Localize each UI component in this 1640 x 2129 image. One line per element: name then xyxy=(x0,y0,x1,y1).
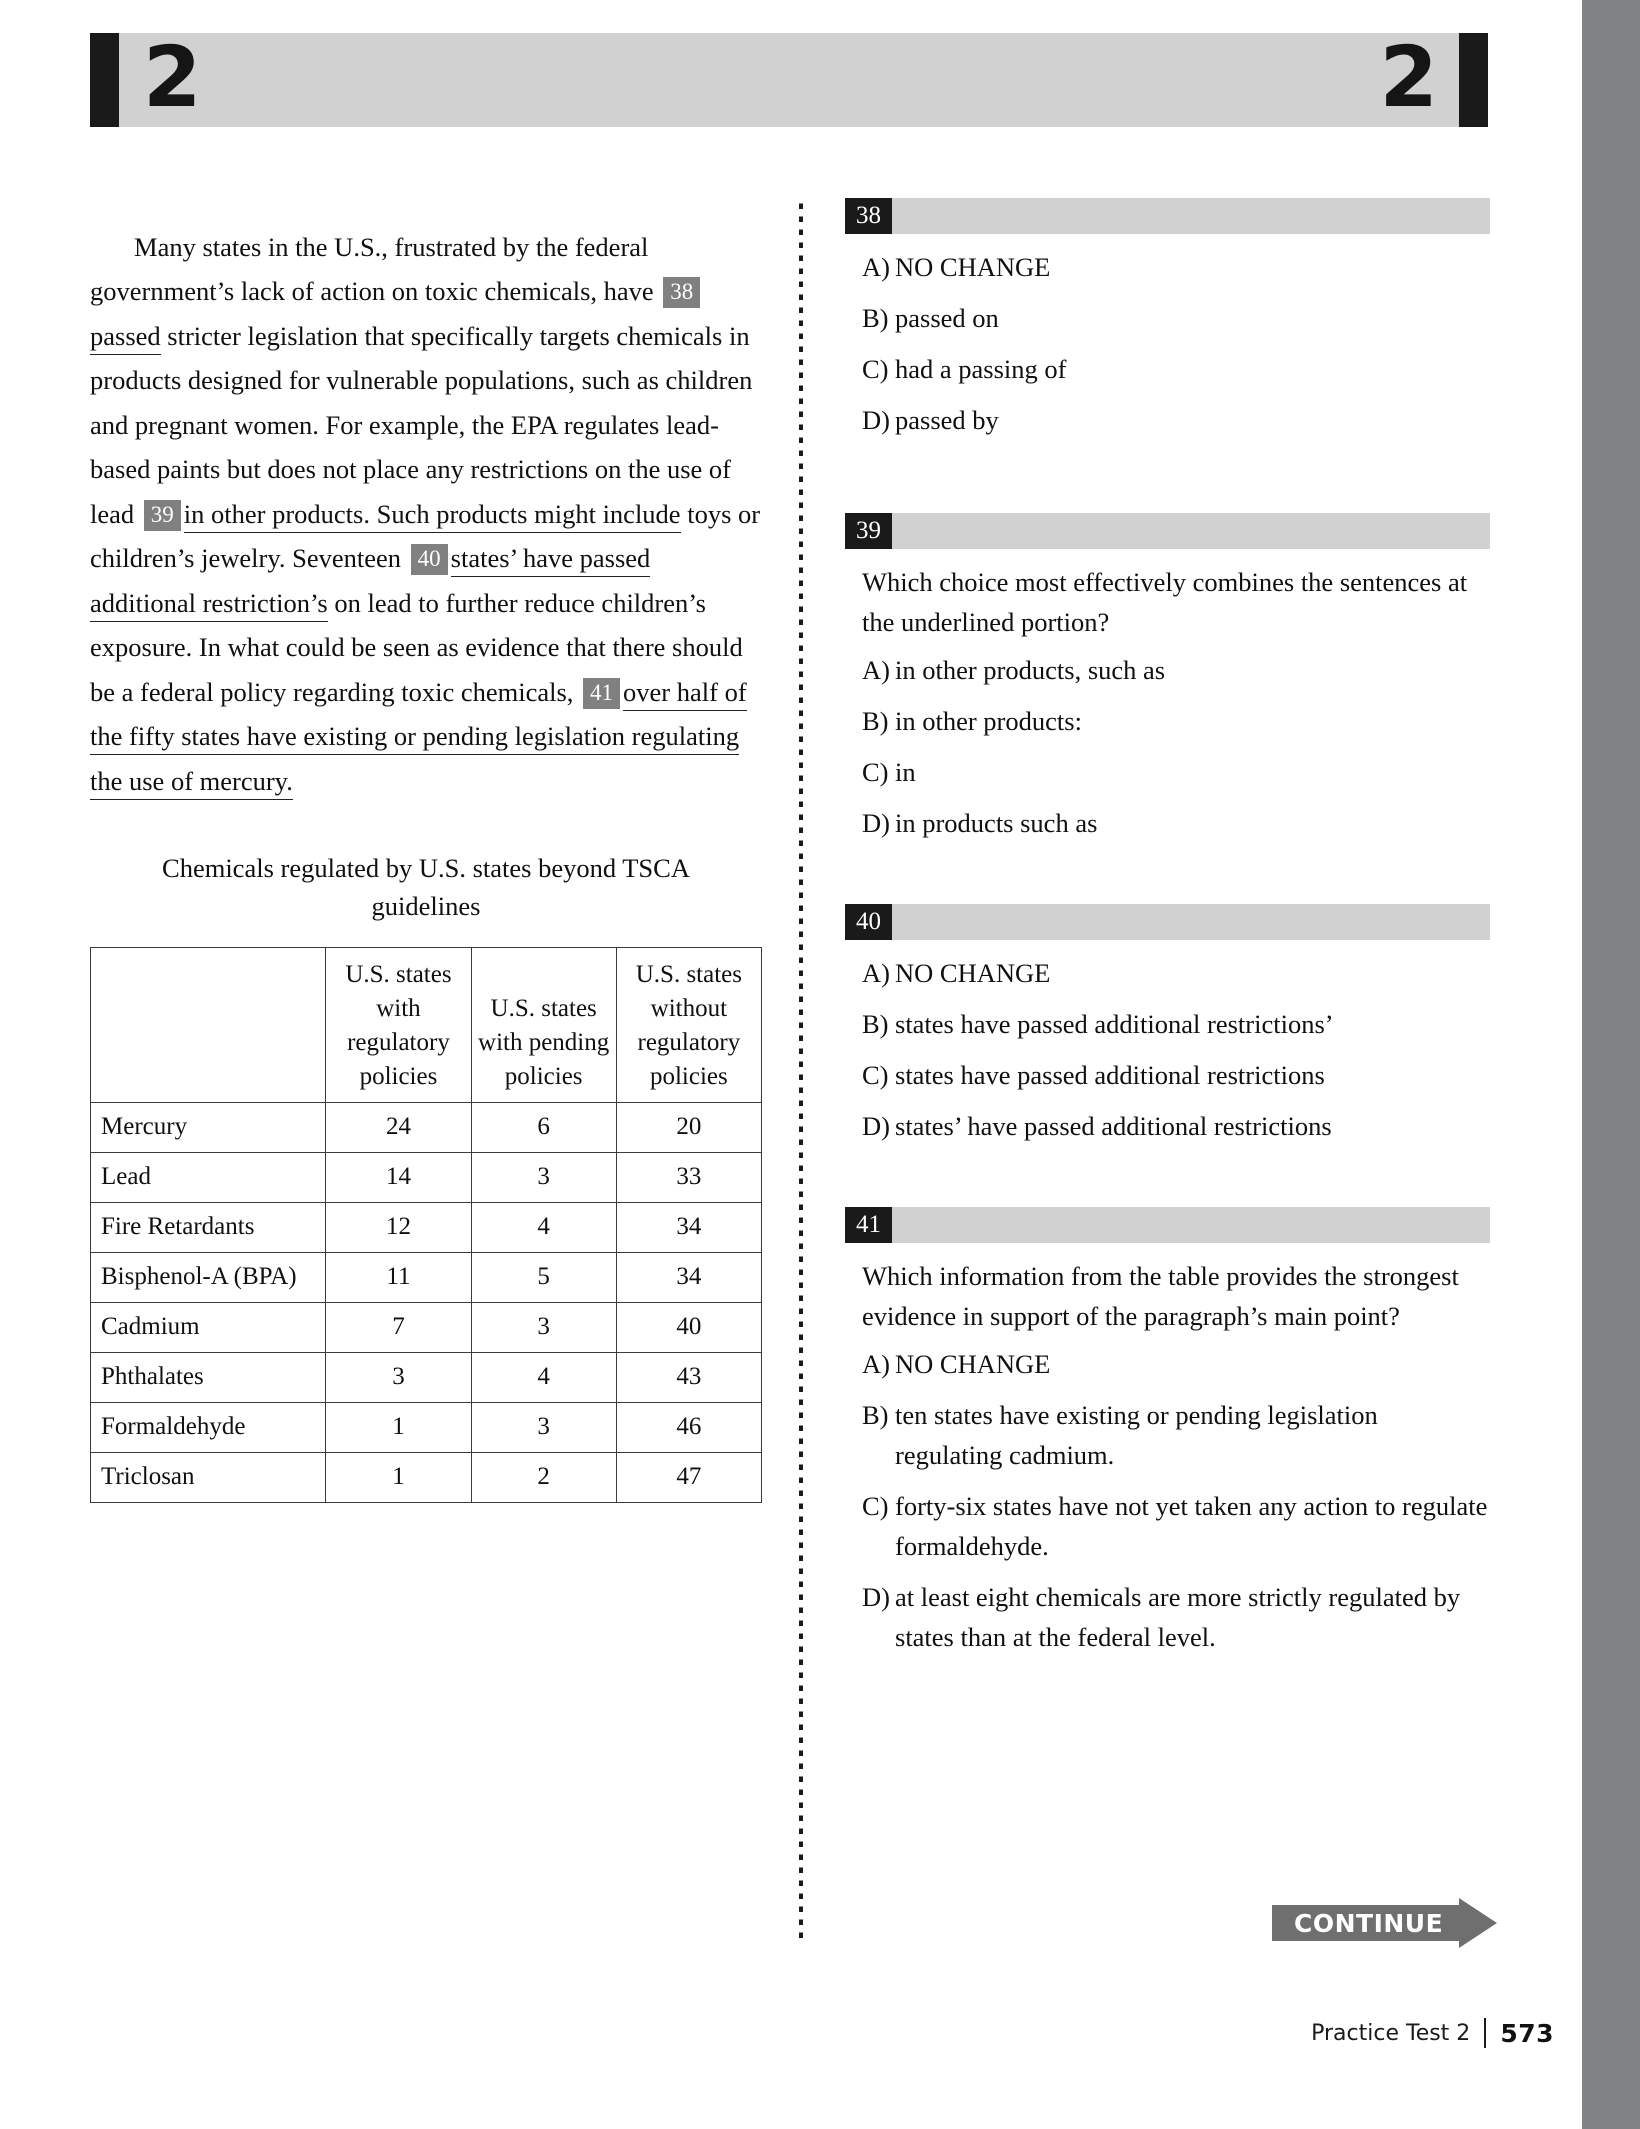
answer-choice[interactable] xyxy=(845,1004,1490,1044)
table-row xyxy=(91,1253,762,1303)
answer-choice-letter: D) xyxy=(862,808,890,838)
table-header-without: U.S. states without regulatory policies xyxy=(616,948,761,1103)
answer-choice[interactable] xyxy=(845,1395,1490,1475)
table-cell-chemical: Lead xyxy=(91,1153,326,1203)
question-bar-39 xyxy=(845,513,1490,549)
answer-choice-letter: C) xyxy=(862,757,889,787)
answer-choice-letter: B) xyxy=(862,1009,889,1039)
passage-underline-41: over half of the fifty states have existing or pending legislation regulating the use of mercury. xyxy=(90,677,747,800)
section-number-left: 2 xyxy=(143,28,201,126)
answer-choice-text: had a passing of xyxy=(895,354,1067,384)
table-cell-without: 34 xyxy=(616,1203,761,1253)
table-row xyxy=(91,1203,762,1253)
question-gap xyxy=(845,854,1490,904)
table-cell-without: 46 xyxy=(616,1403,761,1453)
question-stem: Which choice most effectively combines the sentences at the underlined portion? xyxy=(862,567,1468,637)
table-cell-pending: 4 xyxy=(471,1203,616,1253)
header-right-black-block xyxy=(1459,33,1488,127)
answer-choice-letter: D) xyxy=(862,405,890,435)
table-cell-chemical: Formaldehyde xyxy=(91,1403,326,1453)
passage-part-4: on lead to further reduce children’s exposure. In what could be seen as evidence that there should be a federal policy regarding toxic chemicals, xyxy=(90,587,743,707)
answer-choice[interactable] xyxy=(845,1344,1490,1384)
answer-choice-text: at least eight chemicals are more strictly regulated by states than at the federal level. xyxy=(895,1582,1461,1652)
answer-choice-text: in other products, such as xyxy=(895,655,1166,685)
answer-choice[interactable] xyxy=(845,803,1490,843)
table-cell-pending: 2 xyxy=(471,1453,616,1503)
answer-choice-letter: A) xyxy=(862,252,890,282)
table-title: Chemicals regulated by U.S. states beyond TSCA guidelines xyxy=(162,853,690,921)
table-row xyxy=(91,1403,762,1453)
answer-choice[interactable] xyxy=(845,247,1490,287)
question-block-41 xyxy=(845,1207,1490,1657)
answer-choice-letter: D) xyxy=(862,1582,890,1612)
answer-choice-text: forty-six states have not yet taken any action to regulate formaldehyde. xyxy=(895,1491,1488,1561)
table-cell-pending: 3 xyxy=(471,1153,616,1203)
answer-choice[interactable] xyxy=(845,400,1490,440)
answer-choice-letter: B) xyxy=(862,303,889,333)
table-cell-regulatory: 11 xyxy=(326,1253,471,1303)
table-cell-pending: 3 xyxy=(471,1303,616,1353)
answer-choice-letter: C) xyxy=(862,1060,889,1090)
answer-choice-letter: A) xyxy=(862,1349,890,1379)
answer-choice-text: NO CHANGE xyxy=(895,1349,1051,1379)
passage-column xyxy=(90,198,762,1503)
continue-banner[interactable] xyxy=(1272,1898,1497,1948)
answer-choice-letter: C) xyxy=(862,354,889,384)
table-cell-chemical: Cadmium xyxy=(91,1303,326,1353)
table-cell-regulatory: 14 xyxy=(326,1153,471,1203)
header-left-black-block xyxy=(90,33,119,127)
passage-underline-38: passed xyxy=(90,321,161,355)
table-row xyxy=(91,1453,762,1503)
table-row xyxy=(91,1353,762,1403)
question-stem: Which information from the table provides the strongest evidence in support of the paragraph’s main point? xyxy=(862,1261,1459,1331)
answer-choice-text: passed on xyxy=(895,303,999,333)
answer-choice[interactable] xyxy=(845,1106,1490,1146)
answer-choices xyxy=(845,953,1490,1146)
answer-choices xyxy=(845,1344,1490,1657)
answer-choice-letter: B) xyxy=(862,706,889,736)
answer-choice-text: in xyxy=(895,757,916,787)
answer-choice-letter: A) xyxy=(862,958,890,988)
page-footer xyxy=(1311,2018,1554,2048)
continue-body[interactable] xyxy=(1272,1905,1459,1941)
answer-choice-letter: B) xyxy=(862,1400,889,1430)
table-cell-without: 33 xyxy=(616,1153,761,1203)
answer-choices xyxy=(845,247,1490,440)
table-cell-regulatory: 24 xyxy=(326,1103,471,1153)
table-cell-regulatory: 3 xyxy=(326,1353,471,1403)
passage-marker-41[interactable]: 41 xyxy=(583,678,620,709)
question-block-39 xyxy=(845,513,1490,904)
continue-label: CONTINUE xyxy=(1294,1908,1444,1938)
passage-underline-39: in other products. Such products might include xyxy=(184,499,681,533)
answer-choice[interactable] xyxy=(845,298,1490,338)
section-header xyxy=(90,28,1488,127)
question-bar-40 xyxy=(845,904,1490,940)
answer-choice-text: in other products: xyxy=(895,706,1082,736)
table-cell-without: 43 xyxy=(616,1353,761,1403)
answer-choice[interactable] xyxy=(845,701,1490,741)
question-block-40 xyxy=(845,904,1490,1207)
answer-choice-letter: A) xyxy=(862,655,890,685)
answer-choice[interactable] xyxy=(845,1486,1490,1566)
answer-choice-text: ten states have existing or pending legislation regulating cadmium. xyxy=(895,1400,1378,1470)
passage-part-2: stricter legislation that specifically targets chemicals in products designed for vulnerable populations, such as children and pregnant women. For example, the EPA regulates lead-based paints but does not place any restrictions on the use of lead xyxy=(90,320,753,529)
question-number-badge: 41 xyxy=(845,1207,892,1243)
answer-choice-text: passed by xyxy=(895,405,999,435)
table-row xyxy=(91,1103,762,1153)
table-cell-pending: 4 xyxy=(471,1353,616,1403)
table-cell-without: 20 xyxy=(616,1103,761,1153)
table-cell-chemical: Fire Retardants xyxy=(91,1203,326,1253)
chemicals-table xyxy=(90,947,762,1503)
table-cell-chemical: Triclosan xyxy=(91,1453,326,1503)
passage-underline-40: states’ have passed additional restriction’s xyxy=(90,543,650,622)
passage-part-3: toys or children’s jewelry. Seventeen xyxy=(90,498,761,573)
table-cell-chemical: Bisphenol-A (BPA) xyxy=(91,1253,326,1303)
table-cell-without: 34 xyxy=(616,1253,761,1303)
question-number-badge: 38 xyxy=(845,198,892,234)
answer-choice-text: NO CHANGE xyxy=(895,958,1051,988)
answer-choice[interactable] xyxy=(845,953,1490,993)
table-cell-chemical: Phthalates xyxy=(91,1353,326,1403)
question-number-badge: 39 xyxy=(845,513,892,549)
answer-choice-letter: D) xyxy=(862,1111,890,1141)
table-cell-regulatory: 1 xyxy=(326,1403,471,1453)
answer-choice-text: NO CHANGE xyxy=(895,252,1051,282)
footer-page-number: 573 xyxy=(1500,2018,1554,2048)
table-row xyxy=(91,1153,762,1203)
passage-marker-39[interactable]: 39 xyxy=(144,500,181,531)
continue-arrow-icon xyxy=(1459,1898,1497,1948)
question-number-badge: 40 xyxy=(845,904,892,940)
table-row xyxy=(91,1303,762,1353)
question-bar-38 xyxy=(845,198,1490,234)
table-header-pending: U.S. states with pending policies xyxy=(471,948,616,1103)
answer-choice-text: states have passed additional restrictions’ xyxy=(895,1009,1334,1039)
table-body xyxy=(91,1103,762,1503)
passage-text xyxy=(90,225,762,804)
passage-marker-40[interactable]: 40 xyxy=(411,544,448,575)
answer-choice[interactable] xyxy=(845,349,1490,389)
footer-separator xyxy=(1484,2018,1486,2048)
page-edge-bar xyxy=(1582,0,1640,2129)
footer-test-name: Practice Test 2 xyxy=(1311,2020,1471,2046)
answer-choice-text: in products such as xyxy=(895,808,1098,838)
answer-choice-letter: C) xyxy=(862,1491,889,1521)
question-gap xyxy=(845,451,1490,513)
table-header-row xyxy=(91,948,762,1103)
answer-choice[interactable] xyxy=(845,752,1490,792)
question-gap xyxy=(845,1157,1490,1207)
passage-marker-38[interactable]: 38 xyxy=(663,277,700,308)
table-cell-pending: 6 xyxy=(471,1103,616,1153)
question-block-38 xyxy=(845,198,1490,513)
answer-choice[interactable] xyxy=(845,1577,1490,1657)
table-head xyxy=(91,948,762,1103)
table-header-regulatory: U.S. states with regulatory policies xyxy=(326,948,471,1103)
answer-choice[interactable] xyxy=(845,650,1490,690)
table-cell-regulatory: 7 xyxy=(326,1303,471,1353)
questions-column xyxy=(845,198,1490,1668)
table-cell-regulatory: 12 xyxy=(326,1203,471,1253)
passage-part-1: Many states in the U.S., frustrated by the federal government’s lack of action on toxic chemicals, have xyxy=(90,231,654,306)
answer-choices xyxy=(845,650,1490,843)
section-number-right: 2 xyxy=(1379,28,1437,126)
table-cell-regulatory: 1 xyxy=(326,1453,471,1503)
answer-choice[interactable] xyxy=(845,1055,1490,1095)
column-divider xyxy=(799,198,803,1938)
header-gray-band xyxy=(119,28,1459,127)
table-cell-chemical: Mercury xyxy=(91,1103,326,1153)
answer-choice-text: states have passed additional restrictions xyxy=(895,1060,1325,1090)
table-cell-without: 40 xyxy=(616,1303,761,1353)
table-cell-without: 47 xyxy=(616,1453,761,1503)
table-header-corner xyxy=(91,948,326,1103)
answer-choice-text: states’ have passed additional restrictions xyxy=(895,1111,1332,1141)
table-cell-pending: 3 xyxy=(471,1403,616,1453)
table-cell-pending: 5 xyxy=(471,1253,616,1303)
question-bar-41 xyxy=(845,1207,1490,1243)
